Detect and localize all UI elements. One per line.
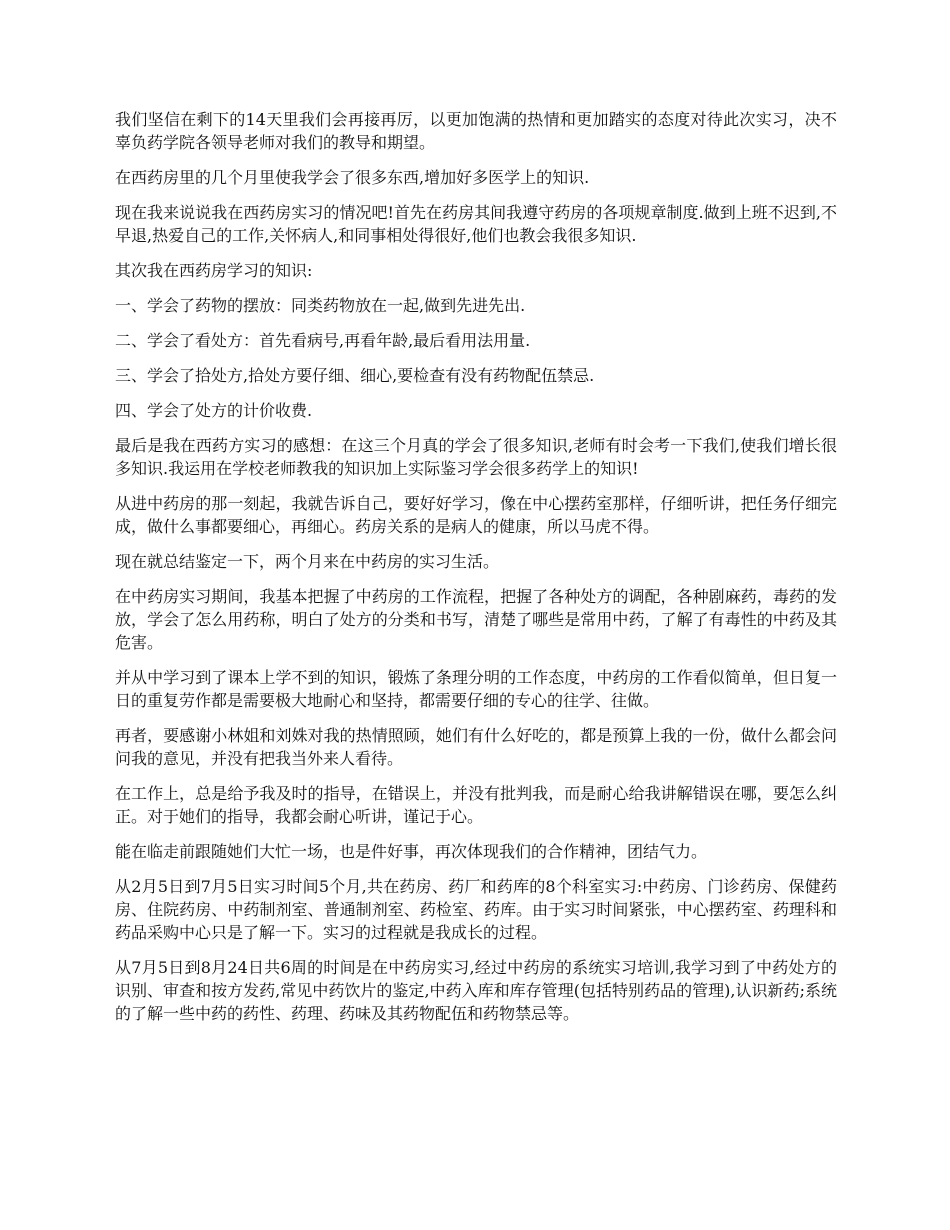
- paragraph-11: 现在就总结鉴定一下，两个月来在中药房的实习生活。: [115, 552, 500, 571]
- paragraph-14: 再者，要感谢小林姐和刘姝对我的热情照顾，她们有什么好吃的，都是预算上我的一份，做什么都会问问我的意见，并没有把我当外来人看待。: [115, 726, 837, 768]
- paragraph-16: 能在临走前跟随她们大忙一场，也是件好事，再次体现我们的合作精神，团结气力。: [115, 842, 708, 861]
- paragraph-4: 其次我在西药房学习的知识:: [115, 261, 313, 280]
- paragraph-9: 最后是我在西药方实习的感想：在这三个月真的学会了很多知识,老师有时会考一下我们,使我们增长很多知识.我运用在学校老师教我的知识加上实际鉴习学会很多药学上的知识!: [115, 436, 837, 478]
- paragraph-7: 三、学会了拾处方,拾处方要仔细、细心,要检查有没有药物配伍禁忌.: [115, 366, 595, 385]
- paragraph-17: 从2月5日到7月5日实习时间5个月,共在药房、药厂和药库的8个科室实习:中药房、门诊药房、保健药房、住院药房、中药制剂室、普通制剂室、药检室、药库。由于实习时间紧张，中心摆药室、药理科和药品采购中心只是了解一下。实习的过程就是我成长的过程。: [115, 877, 837, 942]
- paragraph-13: 并从中学习到了课本上学不到的知识，锻炼了条理分明的工作态度，中药房的工作看似简单，但日复一日的重复劳作都是需要极大地耐心和坚持，都需要仔细的专心的往学、往做。: [115, 668, 837, 710]
- document-page: [115, 108, 837, 1037]
- paragraph-2: 在西药房里的几个月里使我学会了很多东西,增加好多医学上的知识.: [115, 168, 590, 187]
- paragraph-5: 一、学会了药物的摆放：同类药物放在一起,做到先进先出.: [115, 296, 526, 315]
- paragraph-15: 在工作上，总是给予我及时的指导，在错误上，并没有批判我，而是耐心给我讲解错误在哪，要怎么纠正。对于她们的指导，我都会耐心听讲，谨记于心。: [115, 784, 837, 826]
- paragraph-6: 二、学会了看处方：首先看病号,再看年龄,最后看用法用量.: [115, 331, 531, 350]
- paragraph-1: 我们坚信在剩下的14天里我们会再接再厉，以更加饱满的热情和更加踏实的态度对待此次实习，决不辜负药学院各领导老师对我们的教导和期望。: [115, 110, 837, 152]
- paragraph-10: 从进中药房的那一刻起，我就告诉自己，要好好学习，像在中心摆药室那样，仔细听讲，把任务仔细完成，做什么事都要细心，再细心。药房关系的是病人的健康，所以马虎不得。: [115, 494, 837, 536]
- paragraph-3: 现在我来说说我在西药房实习的情况吧!首先在药房其间我遵守药房的各项规章制度.做到上班不迟到,不早退,热爱自己的工作,关怀病人,和同事相处得很好,他们也教会我很多知识.: [115, 203, 837, 245]
- paragraph-8: 四、学会了处方的计价收费.: [115, 401, 313, 420]
- paragraph-18: 从7月5日到8月24日共6周的时间是在中药房实习,经过中药房的系统实习培训,我学习到了中药处方的识别、审查和按方发药,常见中药饮片的鉴定,中药入库和库存管理(包括特别药品的管理),认识新药;系统的了解一些中药的药性、药理、药味及其药物配伍和药物禁忌等。: [115, 958, 837, 1023]
- paragraph-12: 在中药房实习期间，我基本把握了中药房的工作流程，把握了各种处方的调配，各种剧麻药，毒药的发放，学会了怎么用药称，明白了处方的分类和书写，清楚了哪些是常用中药，了解了有毒性的中药及其危害。: [115, 587, 837, 652]
